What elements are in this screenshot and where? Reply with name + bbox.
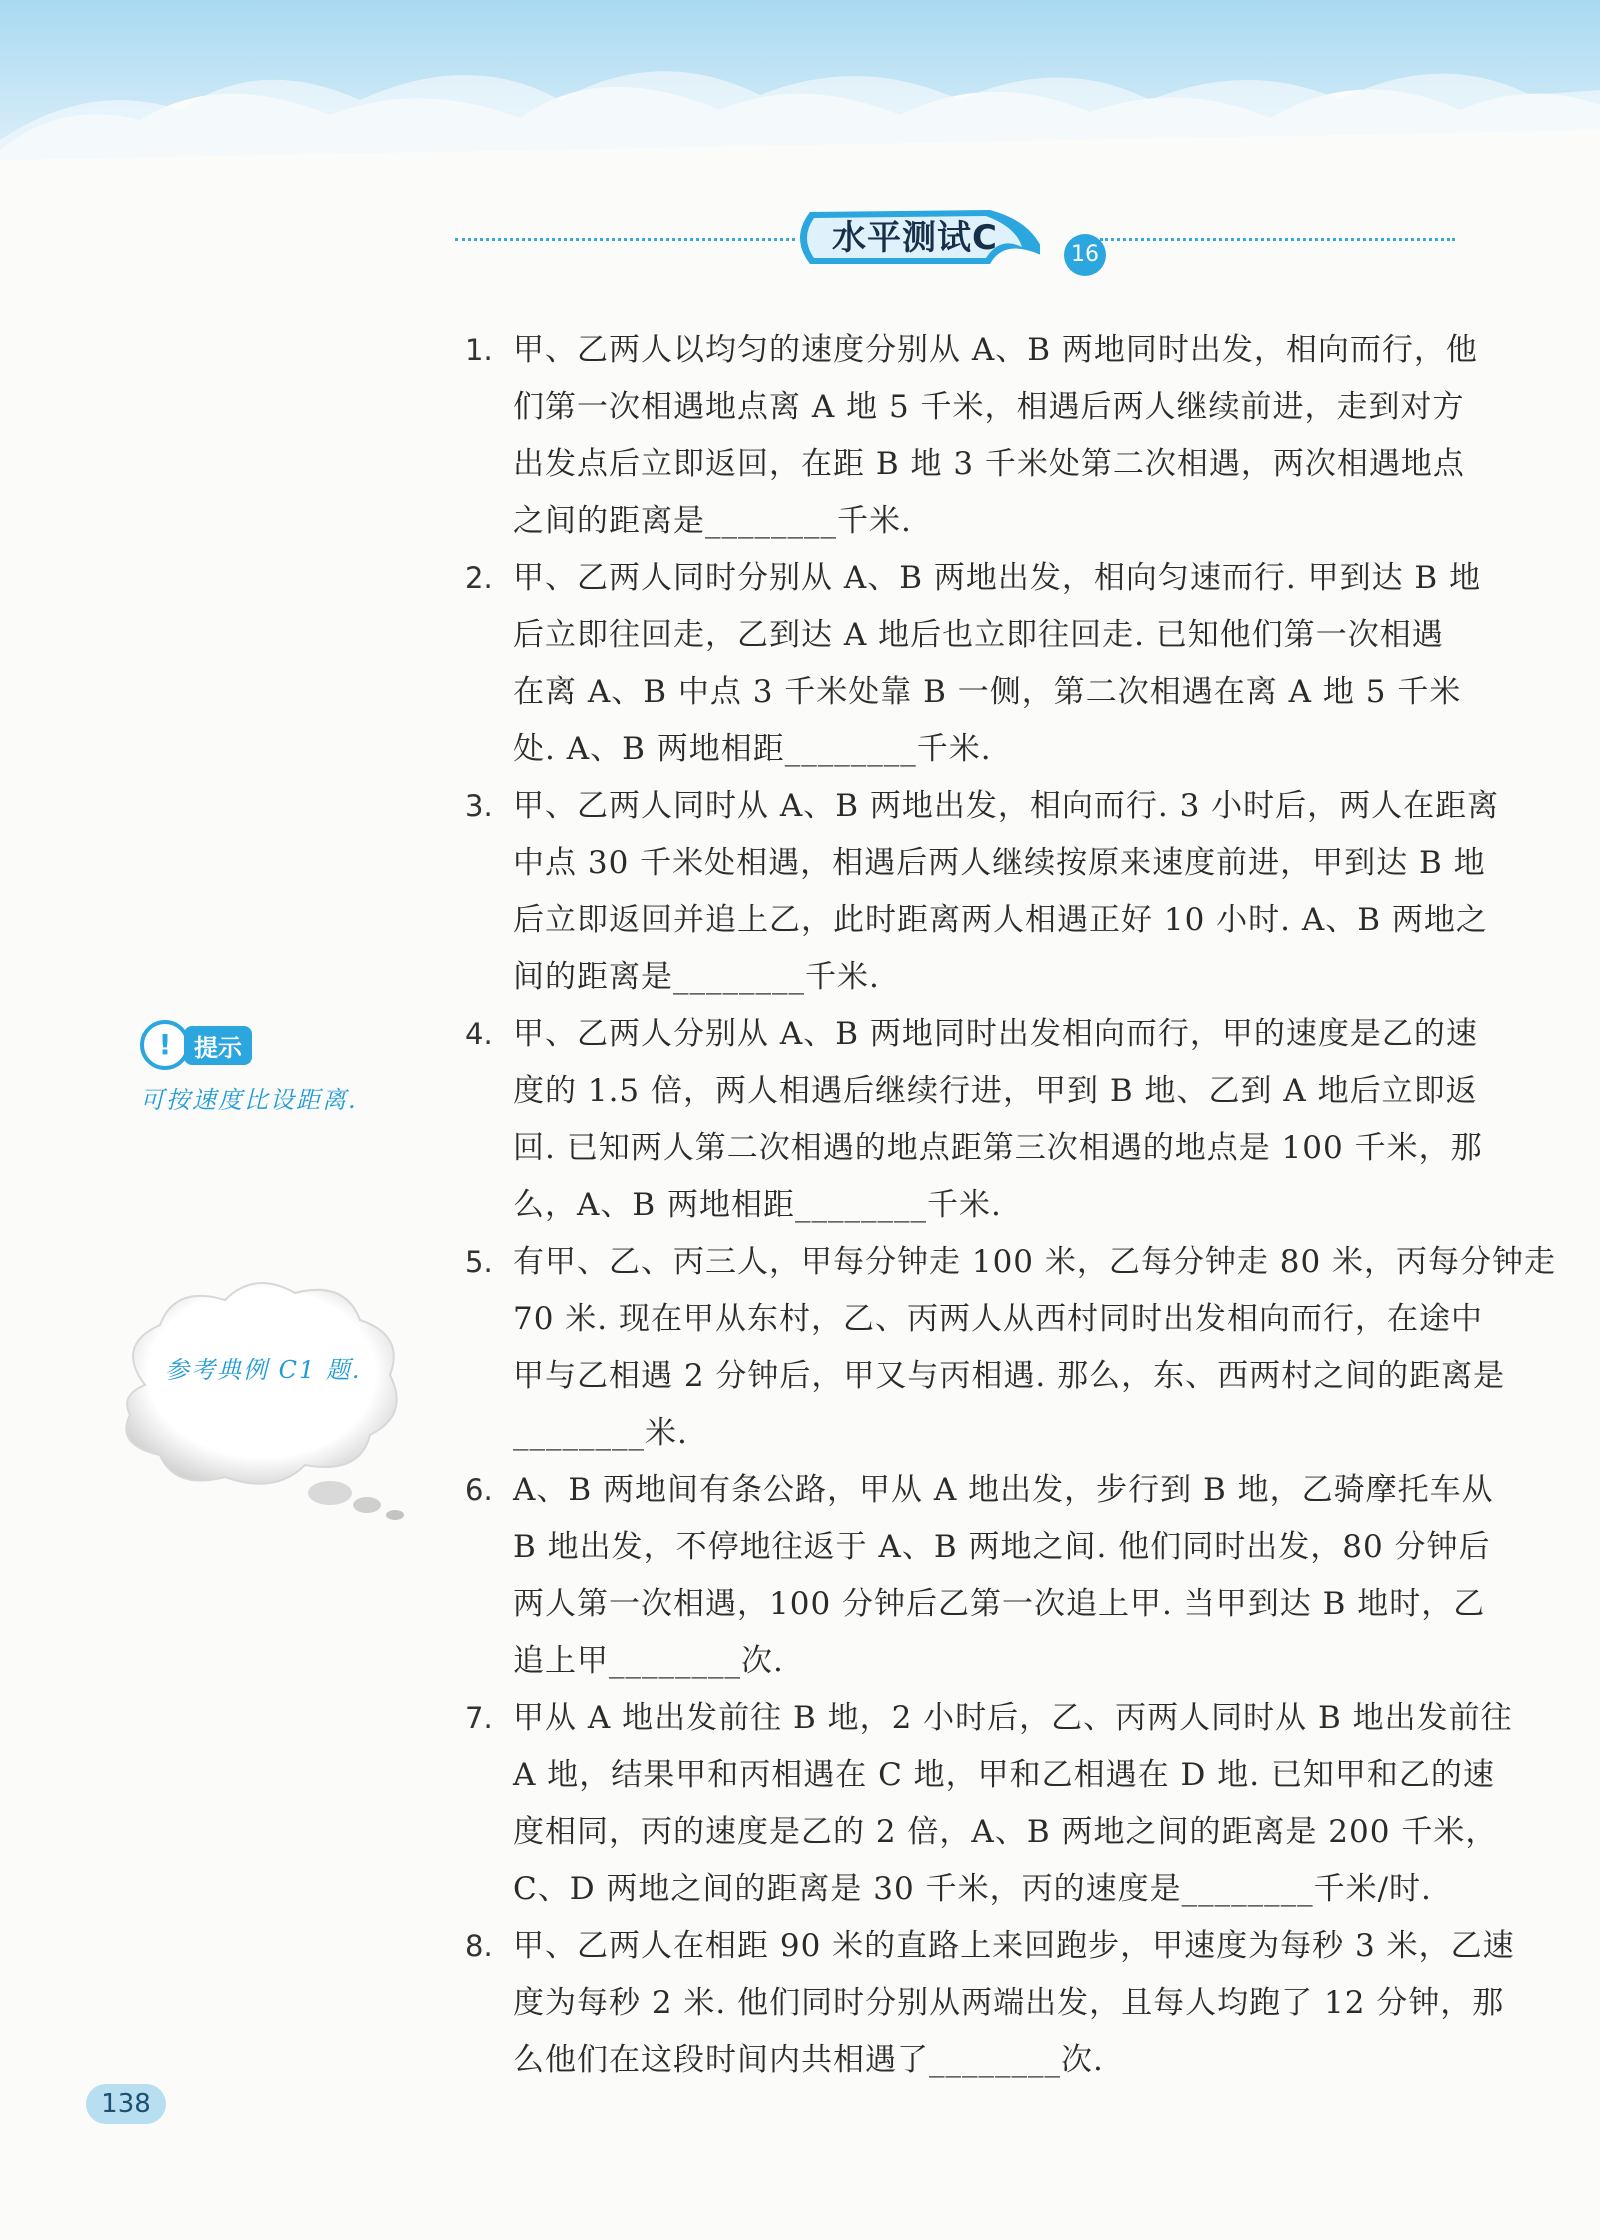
title-dotted-rule-right (1100, 238, 1455, 241)
problem-item (465, 1918, 1515, 2089)
problem-text-line: 在离 A、B 中点 3 千米处靠 B 一侧，第二次相遇在离 A 地 5 千米 (513, 674, 1462, 710)
problem-text-line: 甲与乙相遇 2 分钟后，甲又与丙相遇. 那么，东、西两村之间的距离是 (513, 1358, 1506, 1394)
hint-header (140, 1018, 400, 1068)
problem-text-line: 么他们在这段时间内共相遇了________次. (513, 2042, 1104, 2078)
problem-item (465, 778, 1500, 1006)
problem-text-line: 们第一次相遇地点离 A 地 5 千米，相遇后两人继续前进，走到对方 (513, 389, 1465, 425)
problem-text-line: 两人第一次相遇，100 分钟后乙第一次追上甲. 当甲到达 B 地时，乙 (513, 1586, 1486, 1622)
problem-item (465, 550, 1482, 778)
problem-text-line: 处. A、B 两地相距________千米. (513, 731, 992, 767)
problem-text-line: B 地出发，不停地往返于 A、B 两地之间. 他们同时出发，80 分钟后 (513, 1529, 1491, 1565)
problem-text-line: 之间的距离是________千米. (513, 503, 912, 539)
problem-text-line: C、D 两地之间的距离是 30 千米，丙的速度是________千米/时. (513, 1871, 1432, 1907)
problem-text-line: 追上甲________次. (513, 1643, 784, 1679)
problem-text-line: A、B 两地间有条公路，甲从 A 地出发，步行到 B 地，乙骑摩托车从 (513, 1472, 1494, 1508)
cloud-note-text: 参考典例 C1 题. (165, 1356, 362, 1384)
problem-text-line: 回. 已知两人第二次相遇的地点距第三次相遇的地点是 100 千米，那 (513, 1130, 1483, 1166)
problem-number: 1. (465, 333, 493, 367)
problem-number: 4. (465, 1017, 493, 1051)
problem-text-line: 后立即返回并追上乙，此时距离两人相遇正好 10 小时. A、B 两地之 (513, 902, 1488, 938)
hint-text: 可按速度比设距离. (140, 1086, 358, 1114)
sky-header-decoration (0, 0, 1600, 190)
section-title-bar (0, 190, 1600, 280)
problem-number: 5. (465, 1245, 493, 1279)
problem-item (465, 1006, 1483, 1234)
problem-text-line: 后立即往回走，乙到达 A 地后也立即往回走. 已知他们第一次相遇 (513, 617, 1444, 653)
exclamation-icon: ! (140, 1020, 190, 1070)
problem-text-line: 有甲、乙、丙三人，甲每分钟走 100 米，乙每分钟走 80 米，丙每分钟走 (513, 1244, 1557, 1280)
problem-text-line: 70 米. 现在甲从东村，乙、丙两人从西村同时出发相向而行，在途中 (513, 1301, 1484, 1337)
problem-list (465, 322, 1557, 2089)
problem-item (465, 1690, 1513, 1918)
problem-text-line: 甲、乙两人分别从 A、B 两地同时出发相向而行，甲的速度是乙的速 (513, 1016, 1478, 1052)
problem-item (465, 1462, 1494, 1690)
problem-text-line: A 地，结果甲和丙相遇在 C 地，甲和乙相遇在 D 地. 已知甲和乙的速 (513, 1757, 1495, 1793)
thought-cloud-icon (105, 1265, 415, 1525)
page-number: 138 (86, 2084, 166, 2124)
problem-text-line: 甲从 A 地出发前往 B 地，2 小时后，乙、丙两人同时从 B 地出发前往 (513, 1700, 1513, 1736)
problem-number: 3. (465, 789, 493, 823)
hint-label: 提示 (184, 1026, 252, 1065)
problem-item (465, 1234, 1557, 1462)
problem-text-line: 度相同，丙的速度是乙的 2 倍，A、B 两地之间的距离是 200 千米， (513, 1814, 1498, 1850)
cloud-note (105, 1265, 415, 1525)
problem-text-line: 甲、乙两人同时从 A、B 两地出发，相向而行. 3 小时后，两人在距离 (513, 788, 1500, 824)
problem-text-line: 中点 30 千米处相遇，相遇后两人继续按原来速度前进，甲到达 B 地 (513, 845, 1486, 881)
problem-number: 7. (465, 1701, 493, 1735)
problem-item (465, 322, 1478, 550)
chapter-badge: 16 (1064, 234, 1106, 276)
problem-text-line: 度为每秒 2 米. 他们同时分别从两端出发，且每人均跑了 12 分钟，那 (513, 1985, 1505, 2021)
problem-number: 8. (465, 1929, 493, 1963)
problem-text-line: 甲、乙两人以均匀的速度分别从 A、B 两地同时出发，相向而行，他 (513, 332, 1478, 368)
problem-text-line: 度的 1.5 倍，两人相遇后继续行进，甲到 B 地、乙到 A 地后立即返 (513, 1073, 1478, 1109)
problem-text-line: 甲、乙两人同时分别从 A、B 两地出发，相向匀速而行. 甲到达 B 地 (513, 560, 1482, 596)
problem-text-line: 间的距离是________千米. (513, 959, 880, 995)
problem-text-line: 甲、乙两人在相距 90 米的直路上来回跑步，甲速度为每秒 3 米，乙速 (513, 1928, 1515, 1964)
problem-text-line: ________米. (513, 1415, 688, 1451)
section-title: 水平测试C (832, 218, 998, 258)
problem-number: 6. (465, 1473, 493, 1507)
hint-box (140, 1018, 400, 1115)
problem-text-line: 么，A、B 两地相距________千米. (513, 1187, 1002, 1223)
problem-text-line: 出发点后立即返回，在距 B 地 3 千米处第二次相遇，两次相遇地点 (513, 446, 1465, 482)
title-dotted-rule-left (455, 238, 795, 241)
problem-number: 2. (465, 561, 493, 595)
